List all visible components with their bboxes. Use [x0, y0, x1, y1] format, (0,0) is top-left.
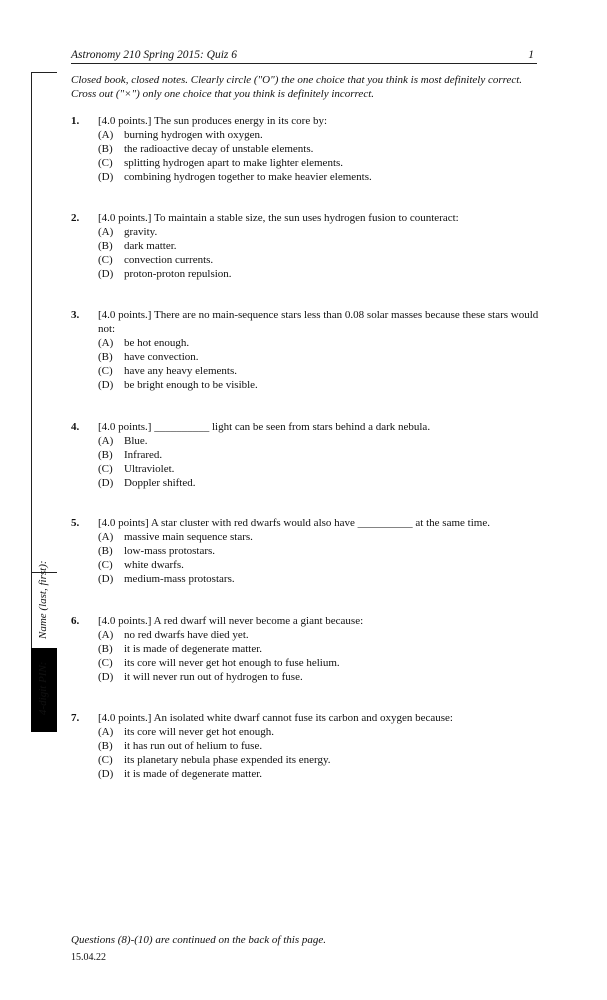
choice-label: (A) — [98, 226, 114, 238]
choice-text: be bright enough to be visible. — [124, 379, 258, 391]
choice-text: have convection. — [124, 351, 199, 363]
answer-choice[interactable] — [98, 656, 541, 670]
question-6 — [71, 614, 541, 684]
choice-text: be hot enough. — [124, 337, 190, 349]
choice-label: (D) — [98, 268, 114, 280]
choice-label: (A) — [98, 337, 114, 349]
choice-text: its core will never get hot enough to fuse helium. — [124, 657, 340, 669]
answer-choice[interactable] — [98, 364, 541, 378]
answer-choice[interactable] — [98, 739, 541, 753]
question-4 — [71, 420, 541, 490]
answer-choice[interactable] — [98, 378, 541, 392]
choice-label: (C) — [98, 365, 113, 377]
choice-text: have any heavy elements. — [124, 365, 238, 377]
question-text: [4.0 points.] There are no main-sequence stars less than 0.08 solar masses because these stars would not: — [98, 309, 539, 335]
answer-choice[interactable] — [98, 253, 541, 267]
answer-choice[interactable] — [98, 767, 541, 781]
answer-choice[interactable] — [98, 558, 541, 572]
choice-label: (D) — [98, 379, 114, 391]
choice-label: (A) — [98, 435, 114, 447]
choice-text: it has run out of helium to fuse. — [124, 740, 263, 752]
question-number: 3. — [71, 309, 80, 321]
answer-choice[interactable] — [98, 628, 541, 642]
answer-choice[interactable] — [98, 128, 541, 142]
question-3 — [71, 308, 541, 392]
question-text: [4.0 points.] A red dwarf will never become a giant because: — [98, 615, 364, 627]
instructions: Closed book, closed notes. Clearly circle ("O") the one choice that you think is most definitely correct. Cross out ("×") only one choice that you think is definitely incorrect. — [71, 74, 523, 100]
choice-label: (B) — [98, 351, 113, 363]
answer-choice[interactable] — [98, 530, 541, 544]
choice-label: (C) — [98, 559, 113, 571]
page-header — [71, 49, 537, 64]
choice-label: (B) — [98, 240, 113, 252]
question-text: [4.0 points] A star cluster with red dwarfs would also have __________ at the same time. — [98, 517, 490, 529]
question-7 — [71, 711, 541, 781]
choice-text: Blue. — [124, 435, 148, 447]
question-5 — [71, 516, 541, 586]
question-number: 7. — [71, 712, 80, 724]
pin-field-label: 4-digit PIN: — [37, 661, 49, 715]
answer-choice[interactable] — [98, 642, 541, 656]
choice-text: the radioactive decay of unstable elements. — [124, 143, 314, 155]
header-title: Astronomy 210 Spring 2015: Quiz 6 — [71, 49, 238, 61]
choice-text: proton-proton repulsion. — [124, 268, 232, 280]
answer-choice[interactable] — [98, 267, 541, 281]
answer-choice[interactable] — [98, 753, 541, 767]
choice-label: (B) — [98, 643, 113, 655]
quiz-label: Quiz 6 — [36, 756, 50, 789]
choice-label: (C) — [98, 157, 113, 169]
choice-label: (D) — [98, 671, 114, 683]
choice-label: (A) — [98, 129, 114, 141]
question-number: 6. — [71, 615, 80, 627]
answer-choice[interactable] — [98, 448, 541, 462]
answer-choice[interactable] — [98, 725, 541, 739]
answer-choice[interactable] — [98, 336, 541, 350]
choice-label: (D) — [98, 171, 114, 183]
choice-text: gravity. — [124, 226, 158, 238]
page-number: 1 — [528, 49, 534, 61]
answer-choice[interactable] — [98, 434, 541, 448]
choice-text: Ultraviolet. — [124, 463, 175, 475]
choice-text: white dwarfs. — [124, 559, 184, 571]
choice-label: (C) — [98, 657, 113, 669]
choice-text: its planetary nebula phase expended its energy. — [124, 754, 331, 766]
choice-text: Infrared. — [124, 449, 163, 461]
choice-text: massive main sequence stars. — [124, 531, 253, 543]
choice-label: (A) — [98, 531, 114, 543]
choice-label: (D) — [98, 573, 114, 585]
question-2 — [71, 211, 541, 281]
choice-text: low-mass protostars. — [124, 545, 216, 557]
question-number: 5. — [71, 517, 80, 529]
sidebar-top-rule — [31, 72, 57, 73]
choice-label: (D) — [98, 768, 114, 780]
choice-label: (C) — [98, 463, 113, 475]
answer-choice[interactable] — [98, 670, 541, 684]
continued-note: Questions (8)-(10) are continued on the back of this page. — [71, 934, 326, 946]
question-number: 2. — [71, 212, 80, 224]
choice-label: (C) — [98, 254, 113, 266]
choice-label: (B) — [98, 740, 113, 752]
question-1 — [71, 114, 541, 184]
question-text: [4.0 points.] __________ light can be seen from stars behind a dark nebula. — [98, 421, 431, 433]
question-text: [4.0 points.] An isolated white dwarf cannot fuse its carbon and oxygen because: — [98, 712, 453, 724]
answer-choice[interactable] — [98, 156, 541, 170]
answer-choice[interactable] — [98, 225, 541, 239]
choice-label: (A) — [98, 629, 114, 641]
choice-text: combining hydrogen together to make heavier elements. — [124, 171, 372, 183]
question-number: 4. — [71, 421, 80, 433]
choice-text: splitting hydrogen apart to make lighter elements. — [124, 157, 344, 169]
choice-text: Doppler shifted. — [124, 477, 196, 489]
answer-choice[interactable] — [98, 572, 541, 586]
answer-choice[interactable] — [98, 170, 541, 184]
choice-text: it is made of degenerate matter. — [124, 768, 263, 780]
choice-label: (B) — [98, 143, 113, 155]
question-number: 1. — [71, 115, 80, 127]
footer-code: 15.04.22 — [71, 952, 106, 963]
choice-label: (A) — [98, 726, 114, 738]
choice-label: (C) — [98, 754, 113, 766]
answer-choice[interactable] — [98, 462, 541, 476]
name-field-label: Name (last, first): — [37, 560, 49, 639]
name-pin-sidebar — [31, 72, 57, 789]
choice-text: convection currents. — [124, 254, 214, 266]
answer-choice[interactable] — [98, 142, 541, 156]
choice-text: medium-mass protostars. — [124, 573, 235, 585]
answer-choice[interactable] — [98, 476, 541, 490]
choice-text: burning hydrogen with oxygen. — [124, 129, 263, 141]
answer-choice[interactable] — [98, 350, 541, 364]
question-text: [4.0 points.] To maintain a stable size, the sun uses hydrogen fusion to counteract: — [98, 212, 459, 224]
question-text: [4.0 points.] The sun produces energy in its core by: — [98, 115, 328, 127]
choice-text: it will never run out of hydrogen to fuse. — [124, 671, 303, 683]
choice-text: it is made of degenerate matter. — [124, 643, 263, 655]
choice-text: no red dwarfs have died yet. — [124, 629, 249, 641]
choice-label: (B) — [98, 449, 113, 461]
answer-choice[interactable] — [98, 544, 541, 558]
answer-choice[interactable] — [98, 239, 541, 253]
choice-text: its core will never get hot enough. — [124, 726, 274, 738]
sidebar-rule — [31, 72, 32, 732]
choice-text: dark matter. — [124, 240, 177, 252]
choice-label: (B) — [98, 545, 113, 557]
choice-label: (D) — [98, 477, 114, 489]
